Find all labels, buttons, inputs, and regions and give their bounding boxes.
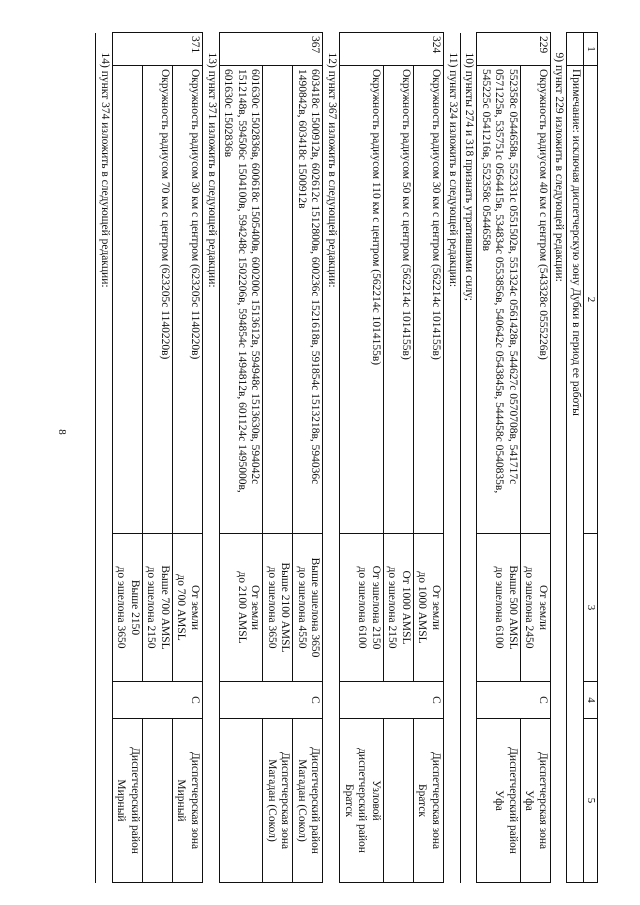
page-number: 8 [56,429,68,435]
altitude-line: От земли [429,584,442,631]
altitude-limits [112,534,142,682]
altitude-limits [383,534,413,682]
altitude-line: до 1000 AMSL [416,571,429,644]
altitude-line: Выше 700 AMSL [158,565,171,650]
table-row [520,33,550,883]
area-description: 552358с 0544658в, 552331с 0551502в, 551324с 0561428в, 544627с 0570708в, 541717с 0571225в, 535751с 0564415в, 534834с 0553856в, 540642с 0543845в, 544458с 0540835в, 545225с 0541216в, 552358с 0544658в [477,66,521,534]
altitude-line: Выше 2100 AMSL [279,562,292,653]
altitude-limits [520,534,550,682]
atc-unit-line: Диспетчерская зона [429,751,442,850]
atc-unit-line: Братск [342,783,355,818]
section-title-row [460,33,477,883]
altitude-limits [263,534,293,682]
section-title: 10) пункты 274 и 318 признать утратившими силу; [460,33,477,883]
section-title: 14) пункт 374 изложить в следующей редакции: [96,33,113,883]
header-cell: 4 [584,682,598,719]
header-cell: 1 [584,33,598,66]
altitude-limits [413,534,443,682]
table-row [293,33,323,883]
atc-unit [293,719,323,883]
altitude-limits [340,534,384,682]
area-description: Окружность радиусом 30 км с центром (562214с 1014155в) [413,66,443,534]
header-cell: 5 [584,719,598,883]
table-row [142,33,172,883]
header-cell: 2 [584,66,598,534]
altitude-line: до эшелона 4550 [295,566,308,649]
airspace-class: С [112,682,202,719]
altitude-line: до эшелона 6100 [356,566,369,649]
atc-unit-line: Диспетчерская зона [188,751,201,850]
table-row [263,33,293,883]
item-number: 367 [219,33,323,66]
section-title-row [202,33,219,883]
table-row [112,33,142,883]
altitude-line: От земли [249,584,262,631]
atc-unit [520,719,550,883]
note-row [567,33,584,883]
area-description [263,66,293,534]
header-row [584,33,598,883]
atc-unit [263,719,293,883]
section-title: 11) пункт 324 изложить в следующей редакции: [443,33,460,883]
atc-unit-line: Диспетчерский район [506,747,519,854]
atc-unit [413,719,443,883]
atc-unit-line: Братск [416,783,429,818]
item-number: 324 [340,33,444,66]
note-text: Примечание: исключая диспетчерскую зону Дубки в период ее работы [567,66,584,883]
altitude-line: От земли [536,584,549,631]
airspace-class: С [477,682,551,719]
atc-unit [172,719,202,883]
atc-unit-line: Мирный [175,779,188,822]
altitude-limits [172,534,202,682]
altitude-line: до эшелона 2450 [523,566,536,649]
altitude-line: Выше 2150 [128,579,141,636]
table-row [477,33,521,883]
atc-unit [477,719,521,883]
atc-unit-line: Уфа [493,790,506,811]
altitude-line: Выше 500 AMSL [506,565,519,650]
section-title: 12) пункт 367 изложить в следующей редакции: [323,33,340,883]
altitude-line: до эшелона 6100 [493,566,506,649]
altitude-line: до эшелона 3650 [265,566,278,649]
altitude-line: до 2100 AMSL [235,571,248,644]
area-description: 603418с 1500912в, 602612с 1512800в, 600236с 1521618в, 591854с 1513218в, 594036с 1490842в, 603418с 1500912в [293,66,323,534]
table-row [219,33,263,883]
atc-unit-line: диспетчерский район [356,748,369,853]
altitude-line: до эшелона 3650 [115,566,128,649]
item-number: 371 [112,33,202,66]
area-description: 601630с 1502836в, 600618с 1505400в, 600200с 1513612в, 594948с 1513630в, 594042с 1512148в, 594506с 1504100в, 594248с 1502206в, 594854с 1494812в, 601124с 1495000в, 601630с 1502836в [219,66,263,534]
area-description: Окружность радиусом 40 км с центром (543328с 0555226в) [520,66,550,534]
section-title-row [96,33,113,883]
atc-unit-line: Магадан (Сокол) [265,759,278,842]
atc-unit-line: Диспетчерская зона [536,751,549,850]
atc-unit [383,719,413,883]
altitude-line: От земли [188,584,201,631]
atc-unit-line: Магадан (Сокол) [295,759,308,842]
atc-unit-line: Диспетчерская зона [279,751,292,850]
section-title: 13) пункт 371 изложить в следующей редакции: [202,33,219,883]
table-row [383,33,413,883]
altitude-limits [477,534,521,682]
section-title-row [550,33,567,883]
table-row [172,33,202,883]
atc-unit [340,719,384,883]
altitude-line: до эшелона 2150 [386,566,399,649]
section-title-row [443,33,460,883]
altitude-line: до 700 AMSL [175,574,188,641]
section-title: 9) пункт 229 изложить в следующей редакции: [550,33,567,883]
area-description: Окружность радиусом 50 км с центром (562214с 1014155в) [383,66,413,534]
table-row [340,33,384,883]
altitude-limits [142,534,172,682]
table-row [413,33,443,883]
atc-unit [142,719,172,883]
atc-unit-line: Уфа [523,790,536,811]
altitude-line: От эшелона 2150 [369,565,382,650]
area-description [112,66,142,534]
atc-unit [219,719,263,883]
atc-unit [112,719,142,883]
altitude-line: до эшелона 2150 [145,566,158,649]
airspace-class: С [340,682,444,719]
airspace-class: С [219,682,323,719]
atc-unit-line: Мирный [115,779,128,822]
item-number: 229 [477,33,551,66]
section-title-row [323,33,340,883]
altitude-line: Выше эшелона 3650 [309,557,322,658]
altitude-line: От 1000 AMSL [399,570,412,645]
atc-unit-line: Узловой [369,780,382,821]
header-cell: 3 [584,534,598,682]
atc-unit-line: Диспетчерский район [309,747,322,854]
airspace-table [95,32,598,883]
atc-unit-line: Диспетчерский район [128,747,141,854]
area-description: Окружность радиусом 70 км с центром (623205с 1140220в) [142,66,172,534]
altitude-limits [293,534,323,682]
area-description: Окружность радиусом 110 км с центром (562214с 1014155в) [340,66,384,534]
area-description: Окружность радиусом 30 км с центром (623205с 1140220в) [172,66,202,534]
altitude-limits [219,534,263,682]
rotated-page-content [32,32,598,882]
